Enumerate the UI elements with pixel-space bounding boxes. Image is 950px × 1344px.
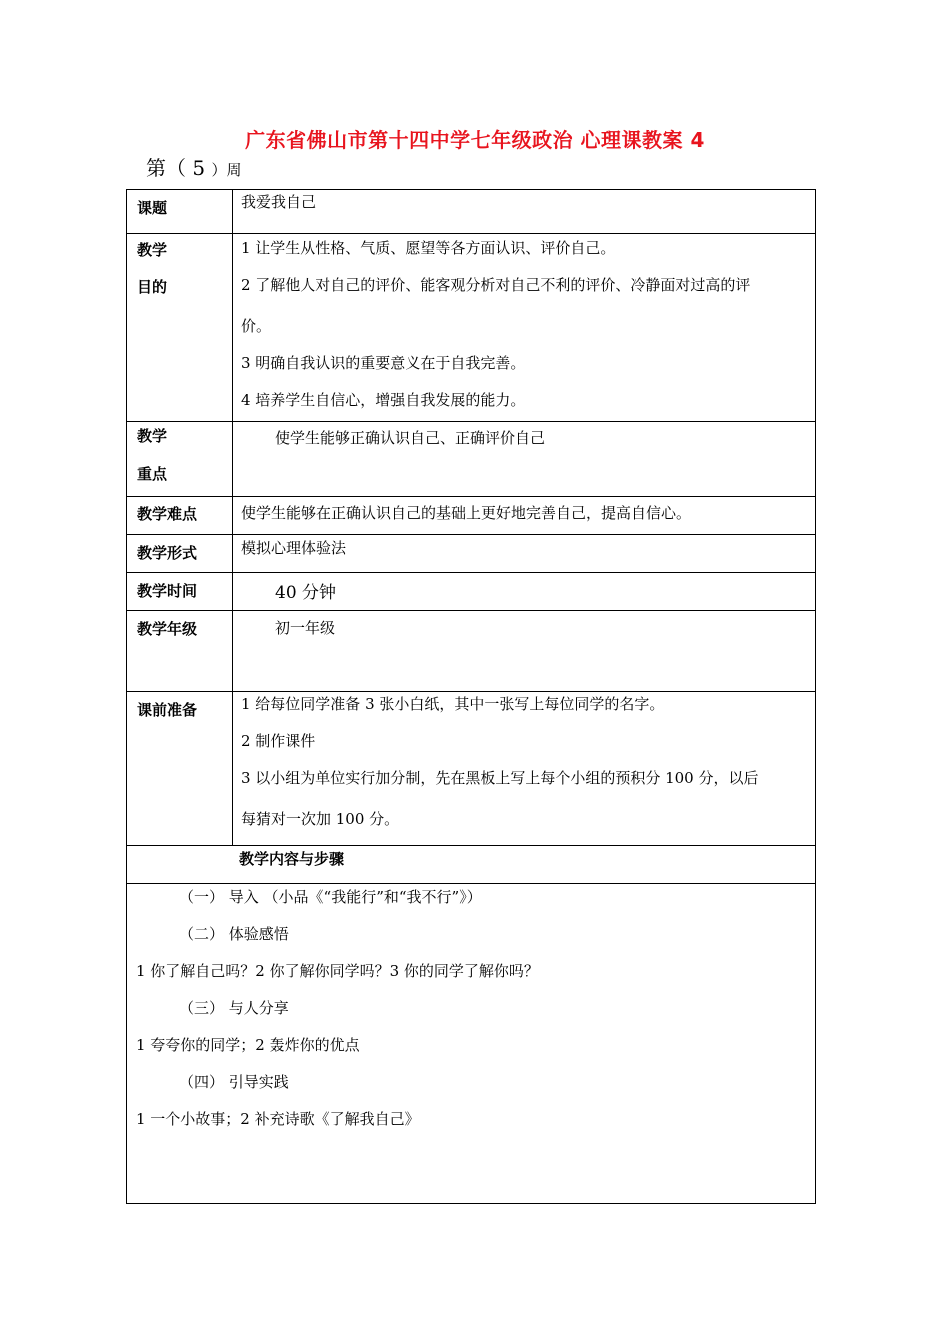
label-topic: 课题 [127, 190, 233, 234]
goal-item: 价。 [241, 317, 272, 335]
label-time: 教学时间 [127, 573, 233, 611]
steps-header: 教学内容与步骤 [127, 846, 816, 884]
label-grade: 教学年级 [127, 611, 233, 692]
value-grade: 初一年级 [233, 611, 816, 692]
step-line: （四） 引导实践 [179, 1073, 289, 1091]
label-prep: 课前准备 [127, 692, 233, 846]
row-goals [127, 234, 816, 422]
goal-item: 3 明确自我认识的重要意义在于自我完善。 [241, 354, 526, 372]
step-line: 1 夸夸你的同学；2 轰炸你的优点 [136, 1036, 360, 1054]
label-key-line1: 教学 [137, 427, 168, 445]
goal-item: 4 培养学生自信心，增强自我发展的能力。 [241, 391, 526, 409]
lesson-plan-table [126, 189, 816, 1204]
row-key [127, 422, 816, 497]
goal-item: 1 让学生从性格、气质、愿望等各方面认识、评价自己。 [241, 239, 616, 257]
row-difficulty [127, 497, 816, 535]
week-number: 5 [192, 156, 206, 180]
value-difficulty: 使学生能够在正确认识自己的基础上更好地完善自己，提高自信心。 [233, 497, 816, 535]
week-line [146, 152, 241, 181]
step-line: （一） 导入 （小品《“我能行”和“我不行”》） [179, 888, 482, 906]
row-grade [127, 611, 816, 692]
prep-item: 1 给每位同学准备 3 张小白纸，其中一张写上每位同学的名字。 [241, 695, 665, 713]
row-prep [127, 692, 816, 846]
label-difficulty: 教学难点 [127, 497, 233, 535]
step-line: （三） 与人分享 [179, 999, 289, 1017]
label-goals-line1: 教学 [137, 241, 168, 259]
value-time: 40 分钟 [233, 573, 816, 611]
goals-list [233, 234, 816, 422]
prep-item: 2 制作课件 [241, 732, 316, 750]
steps-content [127, 884, 816, 1204]
document-title: 广东省佛山市第十四中学七年级政治 心理课教案 4 [245, 128, 705, 152]
step-line: 1 一个小故事；2 补充诗歌《了解我自己》 [136, 1110, 420, 1128]
value-key: 使学生能够正确认识自己、正确评价自己 [233, 422, 816, 497]
row-steps [127, 884, 816, 1204]
row-form [127, 535, 816, 573]
row-time [127, 573, 816, 611]
row-topic [127, 190, 816, 234]
row-steps-header [127, 846, 816, 884]
step-line: 1 你了解自己吗？2 你了解你同学吗？3 你的同学了解你吗？ [136, 962, 539, 980]
week-prefix: 第（ [146, 156, 186, 180]
goal-item: 2 了解他人对自己的评价、能客观分析对自己不利的评价、冷静面对过高的评 [241, 276, 751, 294]
prep-list [233, 692, 816, 846]
label-key-line2: 重点 [137, 465, 168, 483]
label-key [127, 422, 233, 497]
label-form: 教学形式 [127, 535, 233, 573]
prep-item: 3 以小组为单位实行加分制，先在黑板上写上每个小组的预积分 100 分，以后 [241, 769, 759, 787]
label-goals-line2: 目的 [137, 278, 168, 296]
value-form: 模拟心理体验法 [233, 535, 816, 573]
prep-item: 每猜对一次加 100 分。 [241, 810, 400, 828]
step-line: （二） 体验感悟 [179, 925, 289, 943]
week-suffix: ）周 [211, 161, 242, 179]
label-goals [127, 234, 233, 422]
value-topic: 我爱我自己 [233, 190, 816, 234]
